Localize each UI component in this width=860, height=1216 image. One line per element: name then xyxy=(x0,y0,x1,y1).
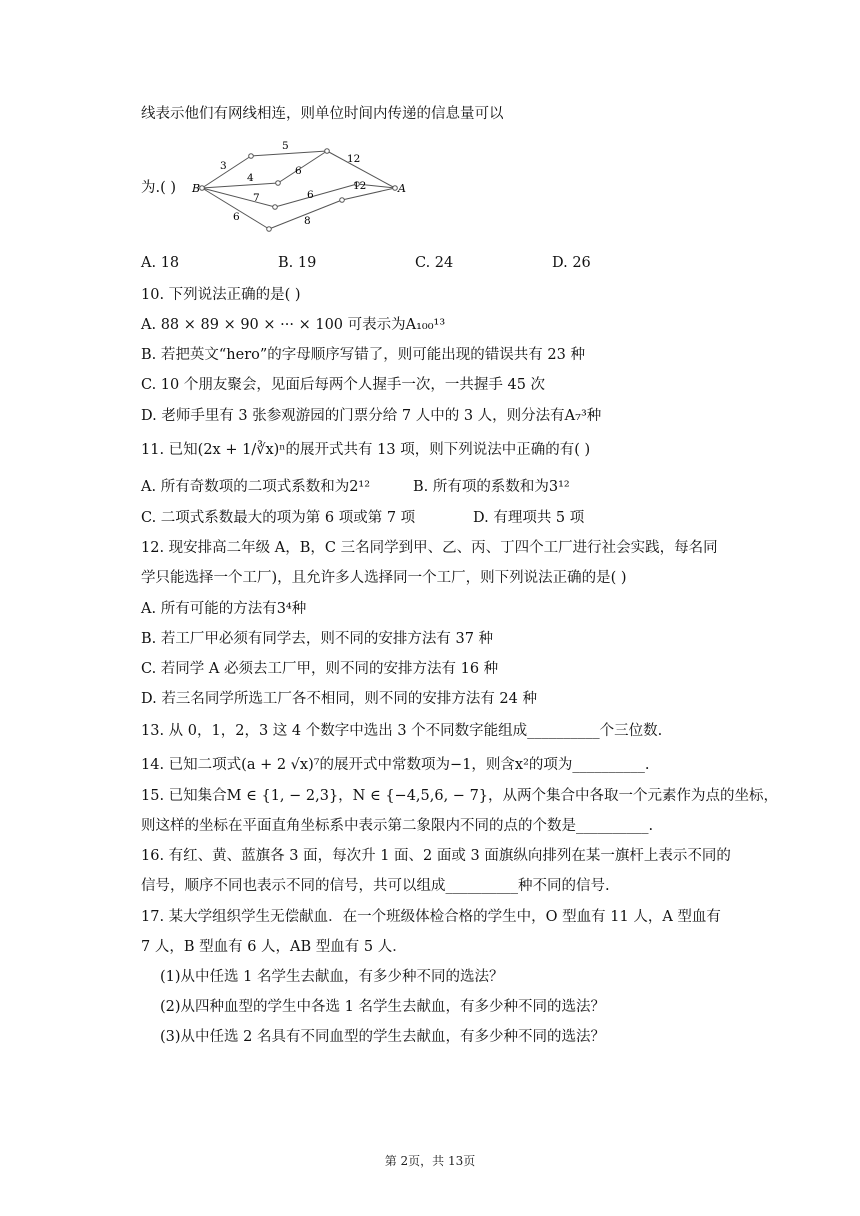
q12-option-a: A. 所有可能的方法有3⁴种 xyxy=(141,601,307,617)
q12-option-c: C. 若同学 A 必须去工厂甲，则不同的安排方法有 16 种 xyxy=(141,661,499,677)
edge-label: 6 xyxy=(307,189,314,201)
graph-node xyxy=(340,198,345,203)
node-a-label: A xyxy=(398,182,406,195)
q9-line2: 为.( ) xyxy=(141,180,177,196)
graph-node xyxy=(325,149,330,154)
edge-label: 4 xyxy=(247,172,254,184)
graph-node xyxy=(273,205,278,210)
q12-option-b: B. 若工厂甲必须有同学去，则不同的安排方法有 37 种 xyxy=(141,631,494,647)
edge-label: 3 xyxy=(220,160,227,172)
q17-sub2: (2)从四种血型的学生中各选 1 名学生去献血，有多少种不同的选法？ xyxy=(160,999,605,1015)
q17-sub3: (3)从中任选 2 名具有不同血型的学生去献血，有多少种不同的选法？ xyxy=(160,1029,605,1045)
graph-node xyxy=(200,186,205,191)
q16-line1: 16. 有红、黄、蓝旗各 3 面，每次升 1 面、2 面或 3 面旗纵向排列在某一旗杆上表示不同的 xyxy=(141,848,731,864)
q16-line2: 信号，顺序不同也表示不同的信号，共可以组成__________种不同的信号. xyxy=(141,878,610,894)
q13: 13. 从 0，1，2，3 这 4 个数字中选出 3 个不同数字能组成__________个三位数. xyxy=(141,723,663,739)
q17-line2: 7 人，B 型血有 6 人，AB 型血有 5 人． xyxy=(141,939,407,955)
q12-stem-line1: 12. 现安排高二年级 A，B，C 三名同学到甲、乙、丙、丁四个工厂进行社会实践，每名同 xyxy=(141,540,718,556)
q9-option-a: A. 18 xyxy=(141,255,180,271)
q17-sub1: (1)从中任选 1 名学生去献血，有多少种不同的选法？ xyxy=(160,969,504,985)
edge-label: 6 xyxy=(295,165,302,177)
q10-option-b: B. 若把英文“hero”的字母顺序写错了，则可能出现的错误共有 23 种 xyxy=(141,347,585,363)
q15-line2: 则这样的坐标在平面直角坐标系中表示第二象限内不同的点的个数是__________. xyxy=(141,818,654,834)
q9-option-b: B. 19 xyxy=(278,255,317,271)
page-footer: 第 2页，共 13页 xyxy=(384,1154,476,1168)
q11-option-a: A. 所有奇数项的二项式系数和为2¹² xyxy=(141,479,371,495)
edge-label: 6 xyxy=(233,211,240,223)
q11-option-d: D. 有理项共 5 项 xyxy=(473,510,585,526)
graph-node xyxy=(267,227,272,232)
edge-label: 8 xyxy=(304,215,311,227)
network-diagram xyxy=(190,138,410,238)
q11-option-b: B. 所有项的系数和为3¹² xyxy=(413,479,570,495)
q17-line1: 17. 某大学组织学生无偿献血．在一个班级体检合格的学生中，O 型血有 11 人，A 型血有 xyxy=(141,909,721,925)
edge-label: 5 xyxy=(282,140,289,152)
q15-line1: 15. 已知集合M ∈ {1, − 2,3}，N ∈ {−4,5,6, − 7}，从两个集合中各取一个元素作为点的坐标， xyxy=(141,788,779,804)
q11-stem: 11. 已知(2x + 1/∛x)ⁿ的展开式共有 13 项，则下列说法中正确的有( ) xyxy=(141,442,591,458)
edge-label: 7 xyxy=(253,192,260,204)
q12-option-d: D. 若三名同学所选工厂各不相同，则不同的安排方法有 24 种 xyxy=(141,691,537,707)
node-b-label: B xyxy=(192,182,201,195)
q9-option-d: D. 26 xyxy=(552,255,591,271)
q9-option-c: C. 24 xyxy=(415,255,454,271)
q14: 14. 已知二项式(a + 2 √x)⁷的展开式中常数项为−1，则含x²的项为__________. xyxy=(141,757,650,773)
q10-option-a: A. 88 × 89 × 90 × ··· × 100 可表示为A₁₀₀¹³ xyxy=(141,317,446,333)
graph-node xyxy=(276,181,281,186)
q10-stem: 10. 下列说法正确的是( ) xyxy=(141,287,301,303)
q11-option-c: C. 二项式系数最大的项为第 6 项或第 7 项 xyxy=(141,510,416,526)
q9-options xyxy=(141,255,741,271)
edge-label: 12 xyxy=(353,180,367,192)
q10-option-c: C. 10 个朋友聚会，见面后每两个人握手一次，一共握手 45 次 xyxy=(141,377,546,393)
graph-node xyxy=(393,186,398,191)
edge-label: 12 xyxy=(347,153,361,165)
graph-node xyxy=(249,154,254,159)
q12-stem-line2: 学只能选择一个工厂)，且允许多人选择同一个工厂，则下列说法正确的是( ) xyxy=(141,570,627,586)
q10-option-d: D. 老师手里有 3 张参观游园的门票分给 7 人中的 3 人，则分法有A₇³种 xyxy=(141,408,602,424)
q9-line1: 线表示他们有网线相连，则单位时间内传递的信息量可以 xyxy=(141,106,504,122)
